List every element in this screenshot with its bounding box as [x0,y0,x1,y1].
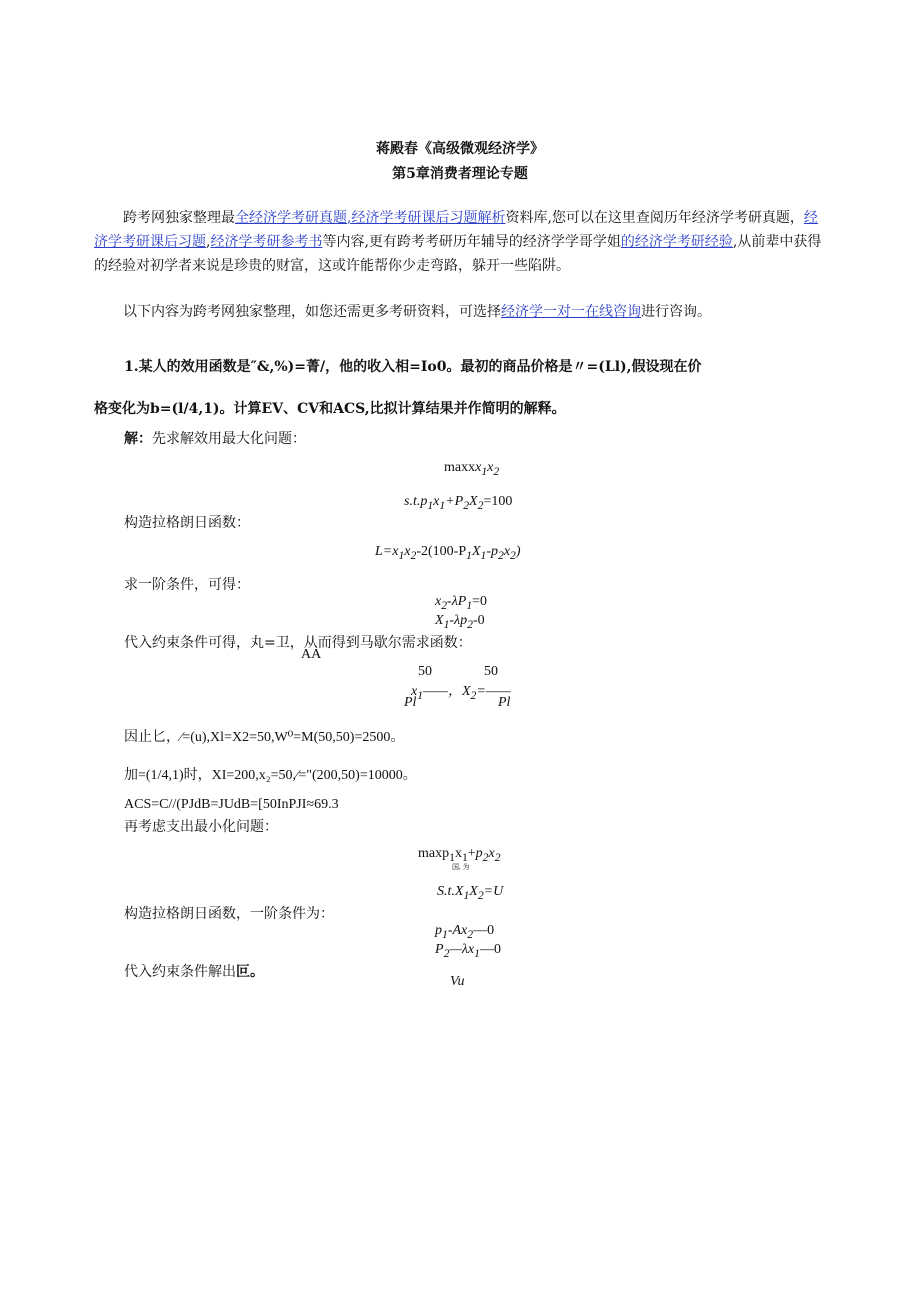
eq-text: S.t.X [437,884,464,899]
intro-text: , [206,234,211,250]
demand-label: 代入约束条件可得，丸=卫，从而得到马歇尔需求函数： [124,635,472,651]
link-exam-papers[interactable]: 全经济学考研真题 [235,210,347,226]
eq-text: maxx [444,460,476,475]
question-line-2: 格变化为b=(l/4,1)。计算EV、CV和ACS,比拟计算结果并作简明的解释。 [94,401,566,417]
eq-text: -0 [472,613,485,628]
intro-text: 以下内容为跨考网独家整理，如您还需更多考研资料，可选择 [123,304,501,320]
eq-text: p [435,923,442,938]
foc-label-2: 构造拉格朗日函数，一阶条件为： [124,906,334,922]
eq-text: -2(100-P [416,544,467,559]
lagrange-label: 构造拉格朗日函数： [124,515,250,531]
link-experience[interactable]: 的经济学考研经验 [620,234,733,250]
min-subscript: 国, 为 [452,863,470,871]
fraction-numerator-1: 50 [418,664,432,679]
document-title: 蒋殿春《高级微观经济学》 [376,141,544,157]
eq-text: =0 [472,594,488,609]
final-label [124,961,264,981]
eq-text: =U [483,884,504,899]
intro-text: 进行咨询。 [641,304,711,320]
eq-text: s.t.p [404,494,428,509]
eq-text: L=x [375,544,399,559]
eq-text: maxp [418,846,450,861]
fraction-denominator-1: Pl [404,695,417,710]
foc-equation-3: $p_1-Ax_2—0$ [435,923,495,941]
aa-text: AA [301,647,322,662]
foc-equation-4: $P_2—\lambda x_1—0$ [435,942,501,960]
foc-equation-2: $X_1-\lambda p_2-0$ [435,613,485,631]
eq-text: P [435,942,444,957]
intro-text: 资料库,您可以在这里查阅历年经济学考研真题， [505,210,804,226]
fraction-numerator-2: 50 [484,664,498,679]
vu-text: Vu [450,974,465,989]
solution-label: 解： [124,431,152,447]
intro-text: 等内容,更有跨考考研历年辅导的经济学学哥学姐 [322,234,621,250]
max-objective: $maxxx_1x_2$ [444,460,500,478]
fraction-denominator-2: Pl [498,695,511,710]
foc-label: 求一阶条件，可得： [124,577,250,593]
intro-paragraph [94,206,824,278]
intro-text: ,从前辈中获得的经验对初学者来说是珍贵的财富，这或许能帮你少走弯路，躲开一些陷阱。 [94,234,822,274]
eq-text: -Ax [447,923,468,938]
eq-text: =100 [483,494,513,509]
foc-equation-1: $x_2-\lambda P_1=0$ [435,594,488,612]
solution-intro [124,428,306,448]
min-objective: $\max p_1x_1+p_2x_2$ [418,846,501,864]
demand-functions: $x_1——$，$X_2=——$ [411,684,511,702]
eq-text: —0 [479,942,501,957]
final-text: 代入约束条件解出 [124,964,236,980]
final-text-bold: 叵。 [236,964,264,980]
utility-constraint: $S.t.X_1X_2=U$ [437,884,504,902]
link-consulting[interactable]: 经济学一对一在线咨询 [501,304,641,320]
link-exercise-solutions[interactable]: 经济学考研课后习题解析 [351,210,506,226]
chapter-title: 第5章消费者理论专题 [392,166,528,182]
solution-text: 先求解效用最大化问题： [152,431,306,447]
acs-line: ACS=C//(PJdB=JUdB=[50InPJI≈69.3 [124,797,339,812]
lagrange-equation: $L=x_1x_2-2(100-P_1X_1-p_2x_2)$ [375,544,521,562]
intro-paragraph-2 [94,300,824,324]
initial-utility-line: 因止匕，⁄=(u),Xl=X2=50,W⁰=M(50,50)=2500。 [124,730,405,745]
new-price-line: 加=(1/4,1)时，XI=200,x₂=50,⁄="(200,50)=10000。 [124,768,417,783]
min-label: 再考虑支出最小化问题： [124,819,278,835]
budget-constraint: $s.t.p_1x_1+P_2X_2=100$ [404,494,513,512]
link-exercises[interactable]: 经济学考研课后习题 [94,210,818,250]
link-separator[interactable]: , [347,210,352,226]
eq-text: —λx [449,942,475,957]
question-line-1: 1.某人的效用函数是″&,%)=菁/，他的收入相=Io0。最初的商品价格是〃=(Ll),假设现在价 [124,359,702,375]
intro-text: 跨考网独家整理最 [123,210,235,226]
eq-text: —0 [473,923,495,938]
link-reference-books[interactable]: 经济学考研参考书 [210,234,323,250]
